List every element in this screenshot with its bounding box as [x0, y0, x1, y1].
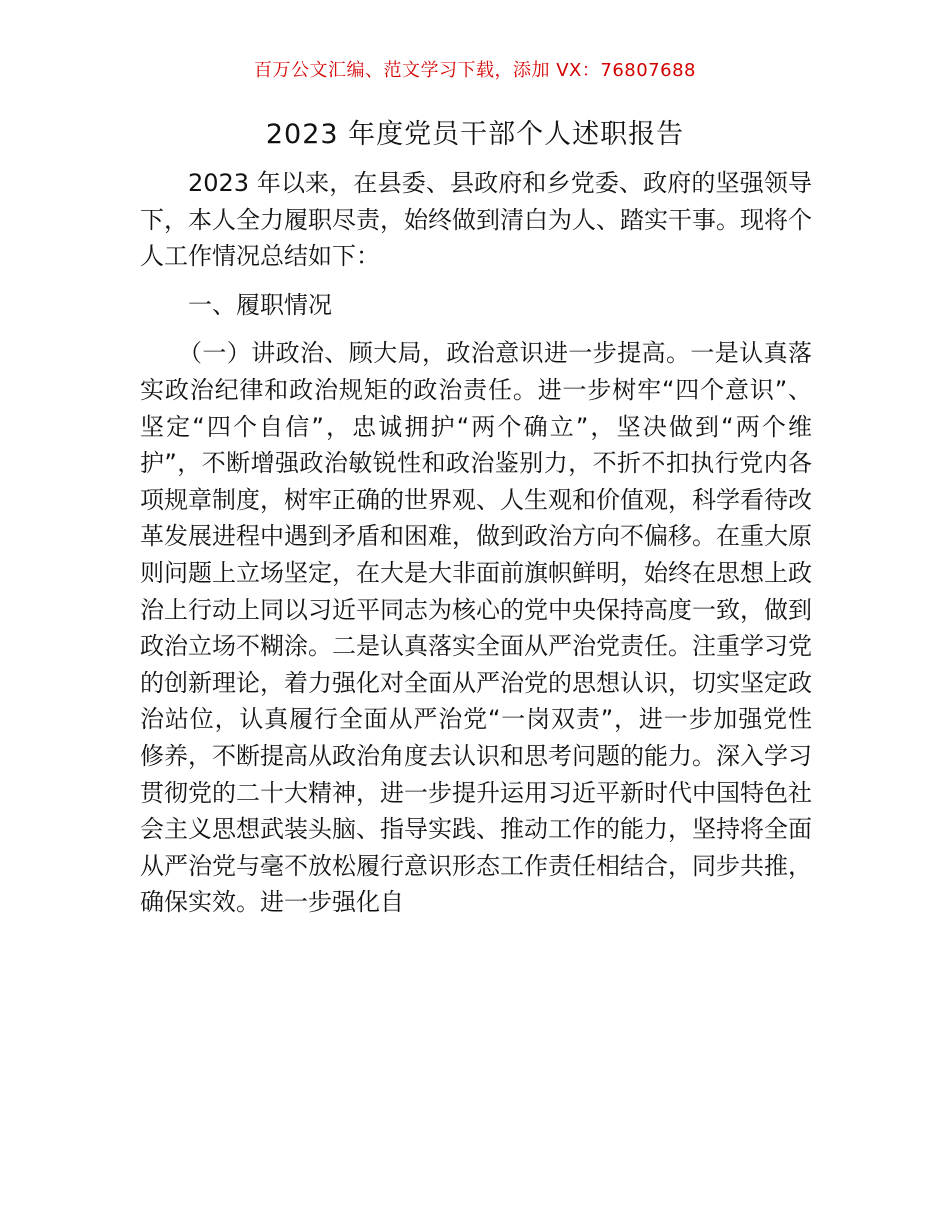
intro-paragraph: 2023 年以来，在县委、县政府和乡党委、政府的坚强领导下，本人全力履职尽责，始终做到清白为人、踏实干事。现将个人工作情况总结如下：: [140, 169, 812, 271]
section-heading-performance: 一、履职情况: [188, 290, 332, 319]
document-body: [140, 165, 812, 921]
document-title: 2023 年度党员干部个人述职报告: [265, 119, 685, 150]
subsection-politics-paragraph: （一）讲政治、顾大局，政治意识进一步提高。一是认真落实政治纪律和政治规矩的政治责任。进一步树牢“四个意识”、坚定“四个自信”，忠诚拥护“两个确立”，坚决做到“两个维护”，不断增强政治敏锐性和政治鉴别力，不折不扣执行党内各项规章制度，树牢正确的世界观、人生观和价值观，科学看待改革发展进程中遇到矛盾和困难，做到政治方向不偏移。在重大原则问题上立场坚定，在大是大非面前旗帜鲜明，始终在思想上政治上行动上同以习近平同志为核心的党中央保持高度一致，做到政治立场不糊涂。二是认真落实全面从严治党责任。注重学习党的创新理论，着力强化对全面从严治党的思想认识，切实坚定政治站位，认真履行全面从严治党“一岗双责”，进一步加强党性修养，不断提高从政治角度去认识和思考问题的能力。深入学习贯彻党的二十大精神，进一步提升运用习近平新时代中国特色社会主义思想武装头脑、指导实践、推动工作的能力，坚持将全面从严治党与毫不放松履行意识形态工作责任相结合，同步共推，确保实效。进一步强化自: [140, 339, 812, 917]
header-watermark-note: 百万公文汇编、范文学习下载，添加 VX：76807688: [254, 60, 696, 81]
